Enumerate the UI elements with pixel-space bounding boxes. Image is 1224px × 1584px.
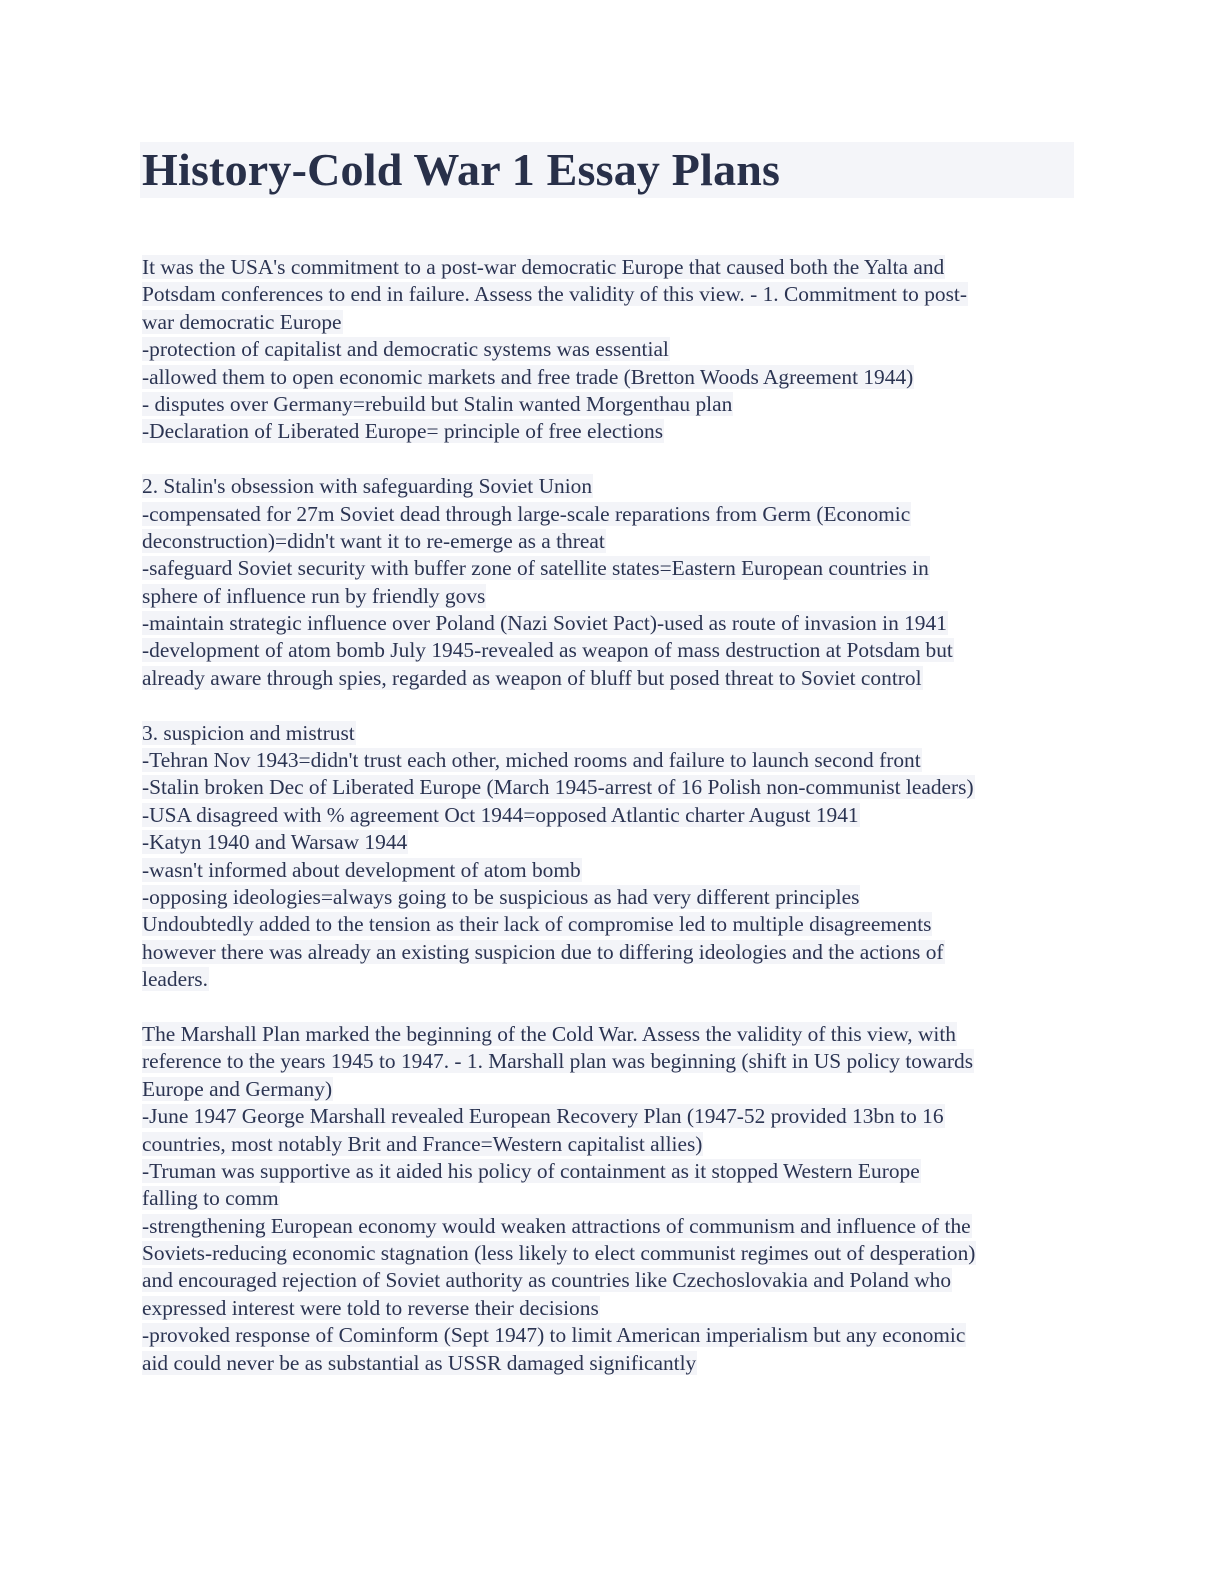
text-line-content: Soviets-reducing economic stagnation (less likely to elect communist regimes out of desperation) <box>142 1241 976 1266</box>
text-line <box>142 1076 1074 1103</box>
text-line-content: expressed interest were told to reverse their decisions <box>142 1295 599 1320</box>
text-line <box>142 555 1074 582</box>
text-line-content: war democratic Europe <box>142 309 342 334</box>
text-line-content: Europe and Germany) <box>142 1076 333 1101</box>
text-line <box>142 501 1074 528</box>
text-line-content: - disputes over Germany=rebuild but Stalin wanted Morgenthau plan <box>142 391 733 416</box>
text-line-content: however there was already an existing suspicion due to differing ideologies and the actions of <box>142 939 944 964</box>
text-line <box>142 802 1074 829</box>
text-line <box>142 1048 1074 1075</box>
text-line <box>142 1240 1074 1267</box>
text-line-content: -development of atom bomb July 1945-revealed as weapon of mass destruction at Potsdam but <box>142 638 953 663</box>
text-line <box>142 857 1074 884</box>
document-page <box>142 142 1074 1377</box>
text-line-content: Undoubtedly added to the tension as their lack of compromise led to multiple disagreements <box>142 912 932 937</box>
text-line <box>142 1295 1074 1322</box>
text-line <box>142 637 1074 664</box>
text-line-content: -Stalin broken Dec of Liberated Europe (March 1945-arrest of 16 Polish non-communist leaders) <box>142 775 974 800</box>
text-line-content: -wasn't informed about development of atom bomb <box>142 857 581 882</box>
text-line <box>142 583 1074 610</box>
text-line-content: -compensated for 27m Soviet dead through large-scale reparations from Germ (Economic <box>142 501 911 526</box>
text-line <box>142 364 1074 391</box>
text-line-content: and encouraged rejection of Soviet authority as countries like Czechoslovakia and Poland who <box>142 1268 952 1293</box>
paragraph-gap <box>142 446 1074 473</box>
text-line <box>142 1350 1074 1377</box>
text-line-content: -USA disagreed with % agreement Oct 1944=opposed Atlantic charter August 1941 <box>142 802 859 827</box>
text-line <box>142 1213 1074 1240</box>
text-line <box>142 473 1074 500</box>
text-line-content: Potsdam conferences to end in failure. Assess the validity of this view. - 1. Commitment to post- <box>142 282 967 307</box>
text-line-content: -strengthening European economy would weaken attractions of communism and influence of the <box>142 1213 971 1238</box>
text-line <box>142 665 1074 692</box>
text-line <box>142 610 1074 637</box>
text-line-content: The Marshall Plan marked the beginning of the Cold War. Assess the validity of this view, with <box>142 1021 956 1046</box>
text-line <box>142 254 1074 281</box>
text-line-content: sphere of influence run by friendly govs <box>142 583 486 608</box>
text-line <box>142 1021 1074 1048</box>
paragraph-gap <box>142 994 1074 1021</box>
text-line-content: -Katyn 1940 and Warsaw 1944 <box>142 830 408 855</box>
text-line-content: -allowed them to open economic markets and free trade (Bretton Woods Agreement 1944) <box>142 364 914 389</box>
text-line <box>142 281 1074 308</box>
text-line-content: deconstruction)=didn't want it to re-emerge as a threat <box>142 528 605 553</box>
text-line <box>142 1267 1074 1294</box>
text-line <box>142 1131 1074 1158</box>
text-line <box>142 1103 1074 1130</box>
text-line <box>142 1322 1074 1349</box>
text-line-content: -protection of capitalist and democratic systems was essential <box>142 337 669 362</box>
text-line-content: -Truman was supportive as it aided his policy of containment as it stopped Western Europe <box>142 1158 920 1183</box>
text-line-content: -Declaration of Liberated Europe= principle of free elections <box>142 419 664 444</box>
text-line <box>142 966 1074 993</box>
text-line <box>142 309 1074 336</box>
paragraph-gap <box>142 692 1074 719</box>
text-line-content: -June 1947 George Marshall revealed European Recovery Plan (1947-52 provided 13bn to 16 <box>142 1104 944 1129</box>
text-line-content: 2. Stalin's obsession with safeguarding Soviet Union <box>142 474 593 499</box>
document-body <box>142 254 1074 1377</box>
text-line <box>142 336 1074 363</box>
document-title: History-Cold War 1 Essay Plans <box>142 144 781 195</box>
text-line <box>142 747 1074 774</box>
text-line <box>142 418 1074 445</box>
text-line <box>142 720 1074 747</box>
text-line-content: It was the USA's commitment to a post-war democratic Europe that caused both the Yalta and <box>142 255 945 279</box>
text-line-content: aid could never be as substantial as USSR damaged significantly <box>142 1350 697 1375</box>
text-line-content: countries, most notably Brit and France=Western capitalist allies) <box>142 1131 703 1156</box>
title-block <box>140 142 1074 198</box>
text-line <box>142 528 1074 555</box>
text-line-content: -Tehran Nov 1943=didn't trust each other, miched rooms and failure to launch second front <box>142 748 921 773</box>
text-line-content: -provoked response of Cominform (Sept 1947) to limit American imperialism but any economic <box>142 1323 966 1348</box>
text-line <box>142 774 1074 801</box>
text-line-content: reference to the years 1945 to 1947. - 1. Marshall plan was beginning (shift in US policy towards <box>142 1049 974 1074</box>
text-line <box>142 939 1074 966</box>
text-line-content: 3. suspicion and mistrust <box>142 720 355 745</box>
text-line <box>142 829 1074 856</box>
text-line <box>142 1185 1074 1212</box>
text-line <box>142 911 1074 938</box>
text-line-content: -safeguard Soviet security with buffer zone of satellite states=Eastern European countries in <box>142 556 929 581</box>
text-line-content: falling to comm <box>142 1186 279 1211</box>
text-line-content: leaders. <box>142 967 208 992</box>
text-line-content: -opposing ideologies=always going to be suspicious as had very different principles <box>142 884 860 909</box>
text-line <box>142 884 1074 911</box>
text-line <box>142 391 1074 418</box>
text-line-content: already aware through spies, regarded as weapon of bluff but posed threat to Soviet control <box>142 665 922 690</box>
text-line-content: -maintain strategic influence over Poland (Nazi Soviet Pact)-used as route of invasion in 1941 <box>142 611 947 636</box>
text-line <box>142 1158 1074 1185</box>
